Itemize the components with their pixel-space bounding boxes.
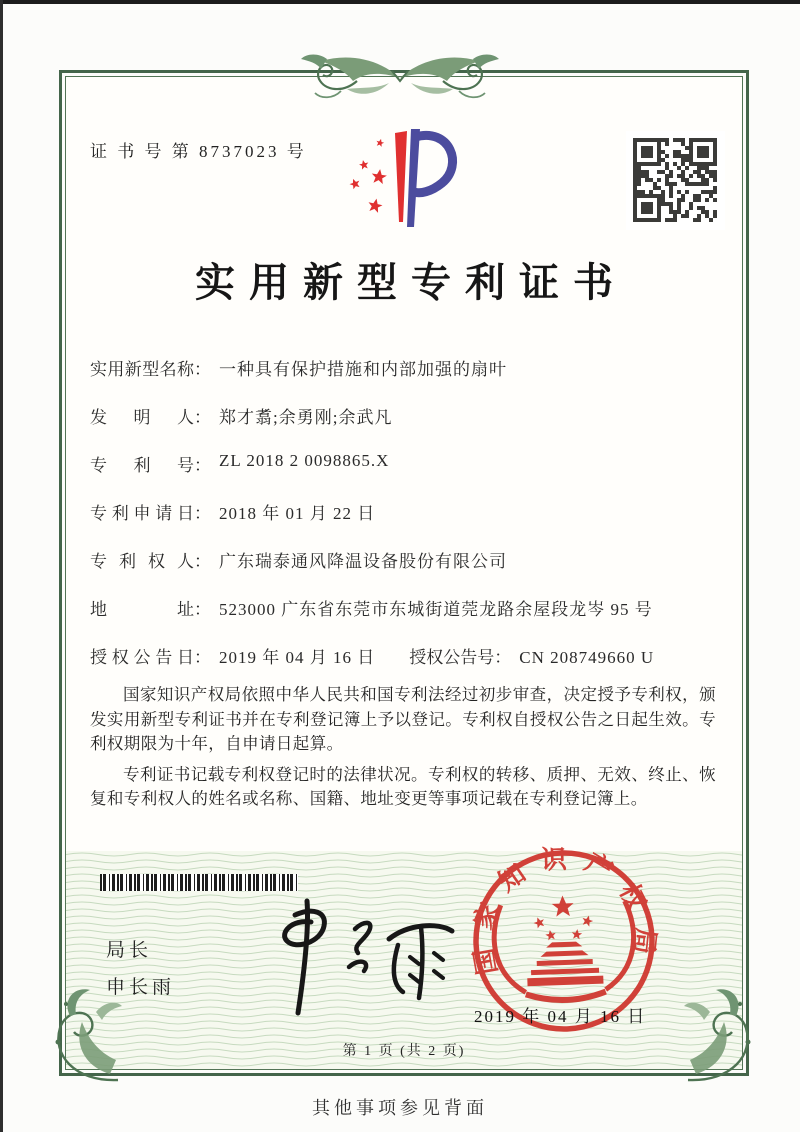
field-value: 2019 年 04 月 16 日: [219, 648, 376, 667]
field-value: 2018 年 01 月 22 日: [219, 504, 376, 523]
field-row-inventors: [90, 403, 714, 451]
field-colon: ：: [194, 456, 211, 475]
director-name: 申长雨: [106, 977, 176, 998]
field-row-name: [90, 355, 714, 403]
field-value: 郑才翥;余勇刚;余武凡: [219, 408, 393, 427]
field-colon: ：: [194, 648, 211, 667]
legal-paragraph-1: 国家知识产权局依照中华人民共和国专利法经过初步审查，决定授予专利权，颁发实用新型专利证书并在专利登记簿上予以登记。专利权自授权公告之日起生效。专利权期限为十年，自申请日起算。: [90, 685, 716, 753]
field-colon: ：: [194, 600, 211, 619]
field-label: 发明人: [90, 408, 194, 427]
field-colon: ：: [194, 360, 211, 379]
field-colon: ：: [194, 408, 211, 427]
bottom-left-flourish: [40, 982, 124, 1086]
field-colon: ：: [194, 552, 211, 571]
director-signature: [251, 885, 471, 1025]
page-number: 第 1 页 (共 2 页): [342, 1044, 466, 1059]
certificate-number: 证 书 号 第 8737023 号: [90, 142, 307, 161]
field-value: 523000 广东省东莞市东城街道莞龙路余屋段龙岑 95 号: [219, 600, 653, 619]
field-label: 授权公告日: [90, 648, 194, 667]
field-value: 一种具有保护措施和内部加强的扇叶: [219, 360, 507, 379]
director-title: 局长: [106, 940, 153, 961]
cnipa-logo-icon: [330, 121, 464, 235]
scan-edge-top: [0, 0, 800, 4]
national-emblem: [493, 893, 636, 1002]
field-value: ZL 2018 2 0098865.X: [219, 451, 390, 470]
qr-code: [626, 131, 725, 230]
legal-paragraph-2: 专利证书记载专利权登记时的法律状况。专利权的转移、质押、无效、终止、恢复和专利权人的姓名或名称、国籍、地址变更等事项记载在专利登记簿上。: [90, 764, 716, 808]
seal-date: 2019 年 04 月 16 日: [474, 1007, 647, 1026]
field-value: CN 208749660 U: [519, 648, 655, 667]
certificate-panel: [65, 76, 743, 1070]
field-label: 地址: [90, 600, 194, 619]
back-note: 其他事项参见背面: [312, 1098, 488, 1118]
field-label: 专利号: [90, 456, 194, 475]
field-label: 专利申请日: [90, 504, 194, 523]
grant-number-pair: [409, 643, 654, 668]
field-colon: ：: [494, 648, 512, 667]
field-row-patentee: [90, 547, 714, 595]
field-colon: ：: [194, 504, 211, 523]
seal-text: 国家知识产权局: [466, 844, 661, 977]
field-value: 广东瑞泰通风降温设备股份有限公司: [219, 552, 507, 571]
field-row-patent-no: [90, 451, 714, 499]
field-row-filing-date: [90, 499, 714, 547]
certificate-content: [66, 77, 742, 1069]
field-row-address: [90, 595, 714, 643]
top-center-flourish: [283, 45, 517, 107]
legal-paragraphs: [90, 683, 716, 812]
field-list: [90, 355, 714, 691]
field-label: 专利权人: [90, 552, 194, 571]
scan-edge-left: [0, 0, 3, 1132]
field-label: 实用新型名称: [90, 360, 194, 379]
field-label: 授权公告号: [409, 648, 495, 667]
bottom-right-flourish: [682, 982, 766, 1086]
certificate-title: 实用新型专利证书: [195, 260, 627, 305]
